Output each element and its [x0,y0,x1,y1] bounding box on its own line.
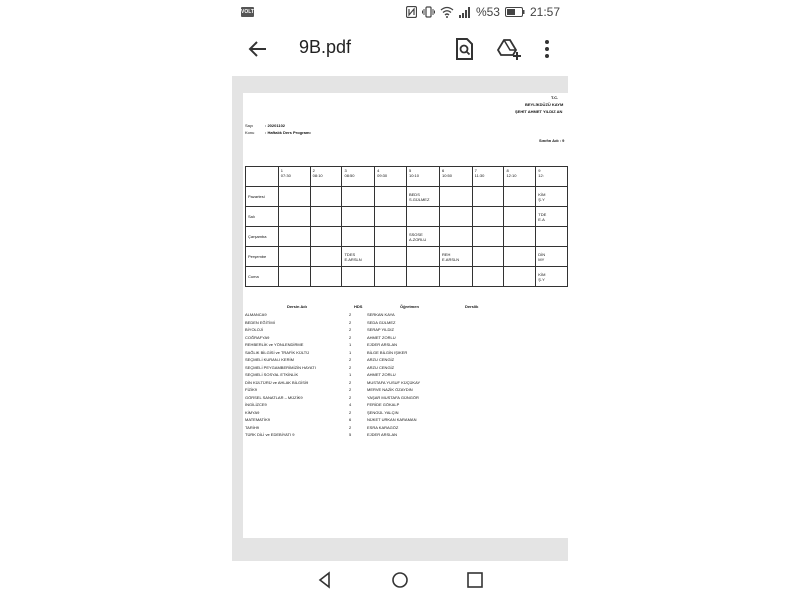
day-name-cell: Çarşamba [246,227,279,247]
more-vertical-icon[interactable] [534,36,560,62]
search-document-icon[interactable] [451,36,477,62]
subject-hds: 1 [349,342,352,347]
period-cell: 6 10:50 [440,167,473,187]
subject-hds: 2 [349,334,352,340]
schedule-cell [406,207,439,227]
subject-name: SEÇMELİ PEYGAMBERİMİZİN HAYATI [245,364,316,370]
schedule-cell [375,207,407,227]
schedule-cell [310,267,342,287]
schedule-cell [504,187,536,207]
subject-teacher: EJDER ARSLAN [367,432,398,437]
subject-teacher: AHMET ZORLU [367,334,396,340]
schedule-cell: DİN MY [536,247,568,267]
schedule-cell [536,227,568,247]
back-arrow-icon[interactable] [246,37,270,61]
schedule-cell [440,227,473,247]
subject-teacher: NÜKET URKAN KARAMAN [367,417,417,422]
day-name-cell: Pazartesi [246,187,279,207]
subject-teacher: SERAP YILDIZ [367,327,394,332]
schedule-cell: KİM Ş.Y [536,187,568,207]
subject-name: FİZİK9 [245,387,258,392]
schedule-cell [375,187,407,207]
battery-icon [505,7,525,17]
period-cell: 9 12: [536,167,568,187]
schedule-cell [472,187,504,207]
subject-name: BİYOLOJİ [245,327,264,332]
schedule-cell [504,247,536,267]
schedule-cell [310,227,342,247]
document-title: 9B.pdf [299,37,352,57]
subject-teacher: SEDA GÜLMEZ [367,319,396,325]
subject-name: MATEMATİK9 [245,417,270,422]
subject-hds: 2 [349,364,352,370]
day-name-cell: Salı [246,207,279,227]
period-cell: 4 09:30 [375,167,407,187]
ders-header: Dersin Adı [287,304,307,309]
schedule-cell [342,227,375,247]
schedule-cell [342,187,375,207]
header-line-2: BEYLİKDÜZÜ KAYM [525,102,564,107]
schedule-cell: KİM Ş.Y [536,267,568,287]
clock: 21:57 [529,5,560,19]
schedule-cell [472,247,504,267]
subject-hds: 2 [349,312,352,317]
period-cell: 2 08:10 [310,167,342,187]
schedule-cell [278,207,310,227]
status-icons [406,3,560,21]
subject-name: DİN KÜLTÜRÜ ve AHLAK BİLGİSİ9 [245,379,309,385]
schedule-cell [440,187,473,207]
subject-hds: 2 [349,379,352,385]
pdf-viewer[interactable] [232,76,568,561]
subject-hds: 6 [349,417,352,422]
day-name-cell: Cuma [246,267,279,287]
subject-teacher: ŞENGÜL YALÇIN [367,409,399,415]
subject-hds: 2 [349,319,352,325]
subject-hds: 1 [349,349,352,355]
subject-teacher: AHMET ZORLU [367,372,396,377]
schedule-cell: REH E.ARSLN [440,247,473,267]
subject-name: KİMYA9 [245,409,260,415]
schedule-cell [375,267,407,287]
period-cell: 8 12:10 [504,167,536,187]
schedule-row [246,247,568,267]
schedule-row [246,207,568,227]
battery-percent: %53 [475,5,500,19]
schedule-cell [278,247,310,267]
schedule-cell [342,207,375,227]
subject-teacher: FERİDE GÖKALP [367,402,400,407]
status-bar [232,0,568,24]
period-cell: 1 07:30 [278,167,310,187]
signal-icon [459,7,471,18]
subject-name: COĞRAFYA9 [245,334,270,340]
schedule-row [246,267,568,287]
wifi-icon [440,6,454,18]
schedule-cell [472,227,504,247]
pdf-page [243,93,568,538]
subject-teacher: ESRA KARAGÖZ [367,424,399,430]
schedule-cell [472,207,504,227]
konu-label: Konu [245,130,255,135]
back-triangle-icon[interactable] [315,570,335,590]
subject-name: GÖRSEL SANATLAR – MÜZİK9 [245,394,303,400]
subject-teacher: SERKAN KAYA [367,312,395,317]
schedule-cell [375,227,407,247]
schedule-cell [278,187,310,207]
navigation-bar [232,561,568,600]
subject-name: ALMANCA9 [245,312,267,317]
sayi-label: Sayı [245,123,254,128]
ogretmen-header: Öğretmen [400,304,419,309]
add-to-drive-icon[interactable] [496,36,522,62]
hds-header: HDS [354,304,363,309]
derslik-header: Derslik [465,304,479,309]
schedule-cell [504,267,536,287]
subject-hds: 1 [349,372,352,377]
schedule-cell [375,247,407,267]
schedule-cell [310,187,342,207]
subject-hds: 4 [349,402,352,407]
subject-teacher: EJDER ARSLAN [367,342,398,347]
volte-badge: VOLTE [241,9,258,15]
subject-hds: 2 [349,327,352,332]
recents-square-icon[interactable] [465,570,485,590]
subject-name: BEDEN EĞİTİMİ [245,319,275,325]
sayi-value: : 20201102 [265,123,286,128]
konu-value: : Haftalık Ders Programı [265,130,311,135]
nfc-icon [406,6,417,18]
schedule-cell [310,207,342,227]
subject-teacher: BİLGE BİLGİN IŞIKER [367,349,408,355]
subject-name: TÜRK DİLİ ve EDEBİYATI 9 [245,432,295,437]
schedule-cell: SSOSE A.ZORLU [406,227,439,247]
subject-hds: 2 [349,357,352,362]
vibrate-icon [422,6,435,18]
schedule-row [246,227,568,247]
schedule-header-row [246,167,568,187]
subject-hds: 2 [349,387,352,392]
subject-name: TARİH9 [245,424,259,430]
subject-name: SEÇMELİ SOSYAL ETKİNLİK [245,372,299,377]
subject-hds: 2 [349,424,352,430]
subject-name: REHBERLİK ve YÖNLENDİRME [245,342,304,347]
subject-name: İNGİLİZCE9 [245,402,267,407]
subject-teacher: MERVE NAZİK ÖZAYDIN [367,387,413,392]
schedule-cell [278,267,310,287]
schedule-cell: BEDS S.GÜLMEZ [406,187,439,207]
schedule-cell [406,247,439,267]
header-line-3: ŞEHİT AHMET YILDIZ AN [515,109,563,114]
schedule-cell [278,227,310,247]
subject-hds: 2 [349,394,352,400]
schedule-row [246,187,568,207]
schedule-cell [440,207,473,227]
subject-teacher: ARZU CENGİZ [367,357,395,362]
app-bar [232,24,568,74]
schedule-cell [504,207,536,227]
day-name-cell: Perşembe [246,247,279,267]
subject-hds: 5 [349,432,352,437]
schedule-cell [310,247,342,267]
period-cell: 5 10:10 [406,167,439,187]
subject-teacher: YAŞAR MUSTAFA GÜNGÖR [367,394,419,400]
schedule-cell [342,267,375,287]
schedule-cell: TDE E.A [536,207,568,227]
subject-name: SAĞLIK BİLGİSİ ve TRAFİK KÜLTÜ [245,349,310,355]
period-cell: 7 11:30 [472,167,504,187]
subject-teacher: MUSTAFA YUSUF KÜÇÜKAY [367,379,421,385]
schedule-cell [504,227,536,247]
home-circle-icon[interactable] [390,570,410,590]
header-line-1: T.C. [551,95,559,100]
sinif-label: Sınıfın Adı : 9 [539,138,565,143]
period-cell: 3 08:50 [342,167,375,187]
corner-cell [246,167,279,187]
schedule-cell [406,267,439,287]
schedule-table [245,166,568,287]
phone-screen [232,0,568,600]
schedule-cell: TDES E.ARSLN [342,247,375,267]
schedule-cell [440,267,473,287]
subject-name: SEÇMELİ KURAN-I KERİM [245,357,294,362]
subject-teacher: ARZU CENGİZ [367,364,395,370]
subject-hds: 2 [349,409,352,415]
schedule-cell [472,267,504,287]
